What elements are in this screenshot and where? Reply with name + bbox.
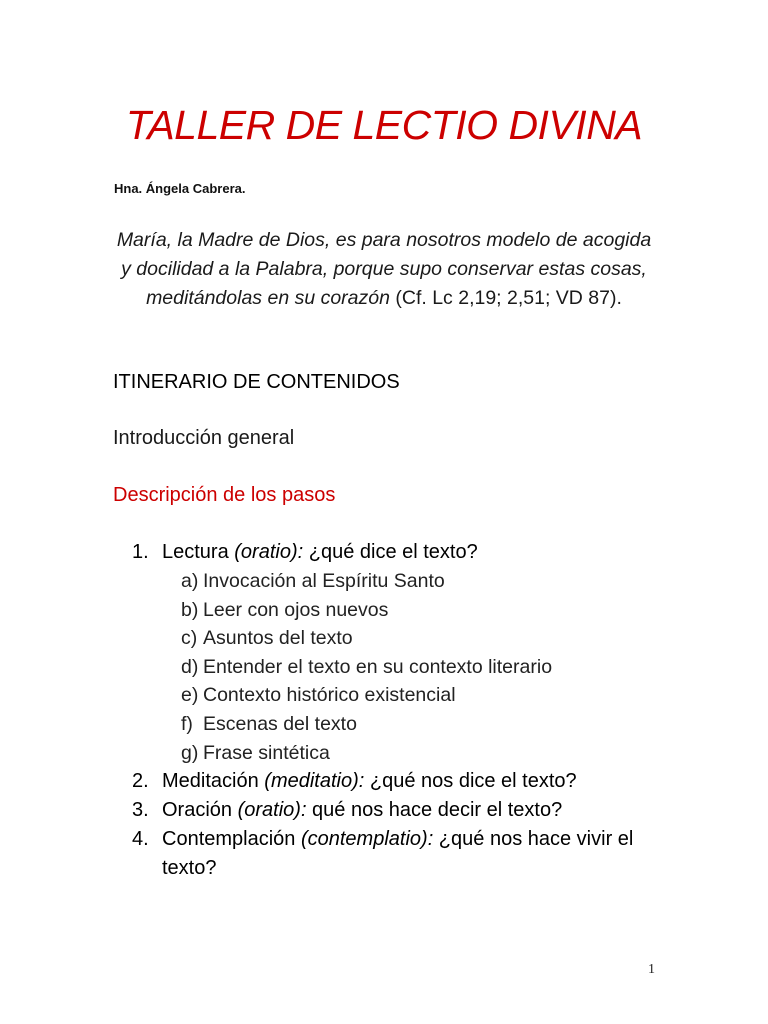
substep-item: [181, 624, 552, 653]
step-name: Oración: [162, 799, 238, 821]
quote-citation: (Cf. Lc 2,19; 2,51; VD 87).: [389, 287, 622, 309]
substep-text: Asuntos del texto: [203, 627, 353, 650]
step-question: qué nos hace decir el texto?: [306, 799, 563, 821]
step-item: [132, 538, 662, 567]
substep-item: [181, 596, 552, 625]
substep-text: Contexto histórico existencial: [203, 684, 456, 707]
step-name: Meditación: [162, 770, 265, 792]
step-number: 3.: [132, 799, 149, 821]
intro-item: Introducción general: [113, 427, 295, 449]
substep-text: Entender el texto en su contexto literario: [203, 655, 553, 678]
substep-text: Invocación al Espíritu Santo: [203, 570, 445, 592]
steps-heading: Descripción de los pasos: [113, 484, 336, 506]
substep-letter: f): [181, 712, 193, 735]
page-number: 1: [648, 962, 655, 977]
step-question: ¿qué nos hace vivir el: [433, 828, 634, 850]
step-number: 1.: [132, 541, 149, 563]
step-latin: (oratio):: [234, 541, 304, 563]
substep-letter: b): [181, 598, 199, 621]
document-title: TALLER DE LECTIO DIVINA: [125, 102, 643, 148]
substep-text: Leer con ojos nuevos: [203, 598, 389, 621]
step-latin: (meditatio):: [264, 770, 365, 792]
step-question: ¿qué dice el texto?: [303, 541, 478, 563]
step-item: [132, 825, 662, 882]
step-question: ¿qué nos dice el texto?: [364, 770, 577, 792]
substep-letter: a): [181, 570, 199, 592]
step-number: 2.: [132, 770, 149, 792]
substep-letter: g): [181, 741, 199, 764]
substep-letter: d): [181, 655, 199, 678]
step-item: [132, 796, 662, 825]
substep-letter: e): [181, 684, 199, 707]
substep-item: [181, 739, 552, 768]
quote-italic-text: María, la Madre de Dios, es para nosotros modelo de acogida y docilidad a la Palabra, porque supo conservar estas cosas, meditándolas en su corazón: [116, 229, 652, 309]
step-number: 4.: [132, 828, 149, 850]
step-item: [132, 767, 662, 796]
substep-item: [181, 567, 552, 596]
substep-item: [181, 681, 552, 710]
step-name: Contemplación: [162, 828, 301, 850]
author-line: Hna. Ángela Cabrera.: [114, 181, 246, 196]
substep-item: [181, 653, 552, 682]
step-question-continuation: texto?: [162, 856, 217, 879]
substep-letter: c): [181, 627, 198, 650]
step-latin: (oratio):: [237, 799, 307, 821]
substeps-list: [181, 567, 552, 767]
step-latin: (contemplatio):: [300, 828, 434, 850]
substep-text: Escenas del texto: [203, 712, 357, 735]
substep-text: Frase sintética: [203, 741, 330, 764]
section-heading: ITINERARIO DE CONTENIDOS: [113, 371, 400, 393]
step-name: Lectura: [162, 541, 235, 563]
epigraph-quote: [110, 226, 658, 313]
substep-item: [181, 710, 552, 739]
